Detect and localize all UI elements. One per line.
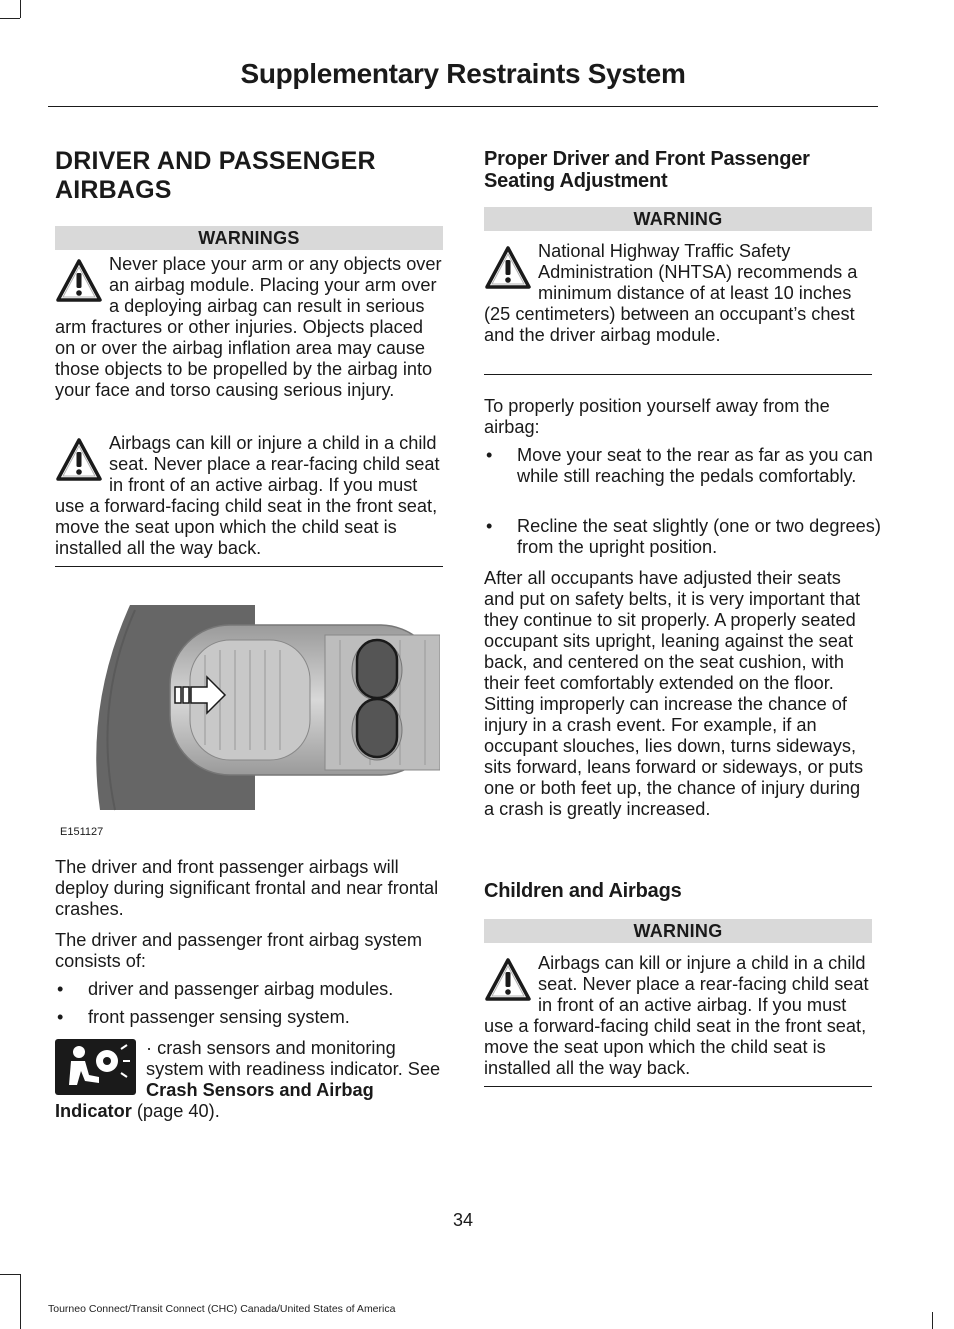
bullet-mark: • bbox=[486, 445, 493, 465]
crop-mark bbox=[0, 18, 20, 19]
warning-triangle-icon bbox=[484, 245, 532, 291]
figure-label: E151127 bbox=[60, 826, 104, 838]
sensor-paragraph: · crash sensors and monitoring system with readiness indicator. See Crash Sensors and Airbag Indicator (page 40). bbox=[55, 1038, 441, 1121]
warning-text-1: Never place your arm or any objects over an airbag module. Placing your arm over a deploying airbag can result in serious arm fractures or other injuries. Objects placed on or over the airbag inflation area may cause those objects to be propelled by the airbag into your face and torso causing serious injury. bbox=[55, 254, 442, 400]
warning-bar: WARNING bbox=[484, 207, 872, 231]
list-item: • front passenger sensing system. bbox=[57, 1007, 350, 1027]
header-rule bbox=[48, 106, 878, 107]
section-rule bbox=[55, 566, 443, 567]
paragraph: To properly position yourself away from the airbag: bbox=[484, 396, 830, 437]
crop-mark bbox=[0, 1274, 20, 1275]
section-rule bbox=[484, 374, 872, 375]
page-number: 34 bbox=[452, 1210, 474, 1230]
warning-triangle-icon bbox=[55, 437, 103, 483]
airbag-indicator-icon bbox=[55, 1039, 136, 1095]
list-item: • Recline the seat slightly (one or two degrees) from the upright position. bbox=[486, 516, 881, 557]
warnings-bar: WARNINGS bbox=[55, 226, 443, 250]
warning-text: National Highway Traffic Safety Administration (NHTSA) recommends a minimum distance of at least 10 inches (25 centimeters) between an occupant’s chest and the driver airbag module. bbox=[484, 241, 858, 345]
section-heading: DRIVER AND PASSENGER AIRBAGS bbox=[55, 147, 376, 204]
list-item: • driver and passenger airbag modules. bbox=[57, 979, 394, 999]
warning-triangle-icon bbox=[484, 957, 532, 1003]
page-title: Supplementary Restraints System bbox=[240, 58, 686, 89]
paragraph: The driver and passenger front airbag system consists of: bbox=[55, 930, 422, 971]
bullet-mark: • bbox=[57, 1007, 64, 1027]
list-item: • Move your seat to the rear as far as you can while still reaching the pedals comfortably. bbox=[486, 445, 873, 486]
subsection-heading: Children and Airbags bbox=[484, 880, 682, 902]
footer-text: Tourneo Connect/Transit Connect (CHC) Canada/United States of America bbox=[48, 1303, 396, 1315]
crop-mark bbox=[20, 1274, 21, 1329]
bullet-mark: • bbox=[57, 979, 64, 999]
warning-triangle-icon bbox=[55, 258, 103, 304]
section-heading: Proper Driver and Front Passenger Seating Adjustment bbox=[484, 148, 810, 192]
warning-bar: WARNING bbox=[484, 919, 872, 943]
paragraph: The driver and front passenger airbags will deploy during significant frontal and near frontal crashes. bbox=[55, 857, 439, 919]
paragraph: After all occupants have adjusted their seats and put on safety belts, it is very important that they continue to sit properly. A properly seated occupant sits upright, leaning against the seat back, and centered on the seat cushion, with their feet comfortably extended on the floor. Sitting improperly can increase the chance of injury in a crash event. For example, if an occupant slouches, lies down, turns sideways, sits forward, leans forward or sideways, or puts one or both feet up, the chance of injury during a crash is greatly increased. bbox=[484, 568, 864, 819]
warning-text-2: Airbags can kill or injure a child in a child seat. Never place a rear-facing child seat in front of an active airbag. If you must use a forward-facing child seat in the front seat, move the seat upon which the child seat is installed all the way back. bbox=[55, 433, 440, 558]
section-rule bbox=[484, 1086, 872, 1087]
crop-mark bbox=[932, 1312, 933, 1329]
bullet-mark: • bbox=[486, 516, 493, 536]
crop-mark bbox=[20, 0, 21, 18]
cross-reference-link[interactable]: Crash Sensors and Airbag Indicator bbox=[55, 1080, 374, 1121]
warning-text: Airbags can kill or injure a child in a child seat. Never place a rear-facing child seat in front of an active airbag. If you must use a forward-facing child seat in the front seat, move the seat upon which the child seat is installed all the way back. bbox=[484, 953, 869, 1078]
airbag-deployment-illustration bbox=[95, 595, 440, 815]
